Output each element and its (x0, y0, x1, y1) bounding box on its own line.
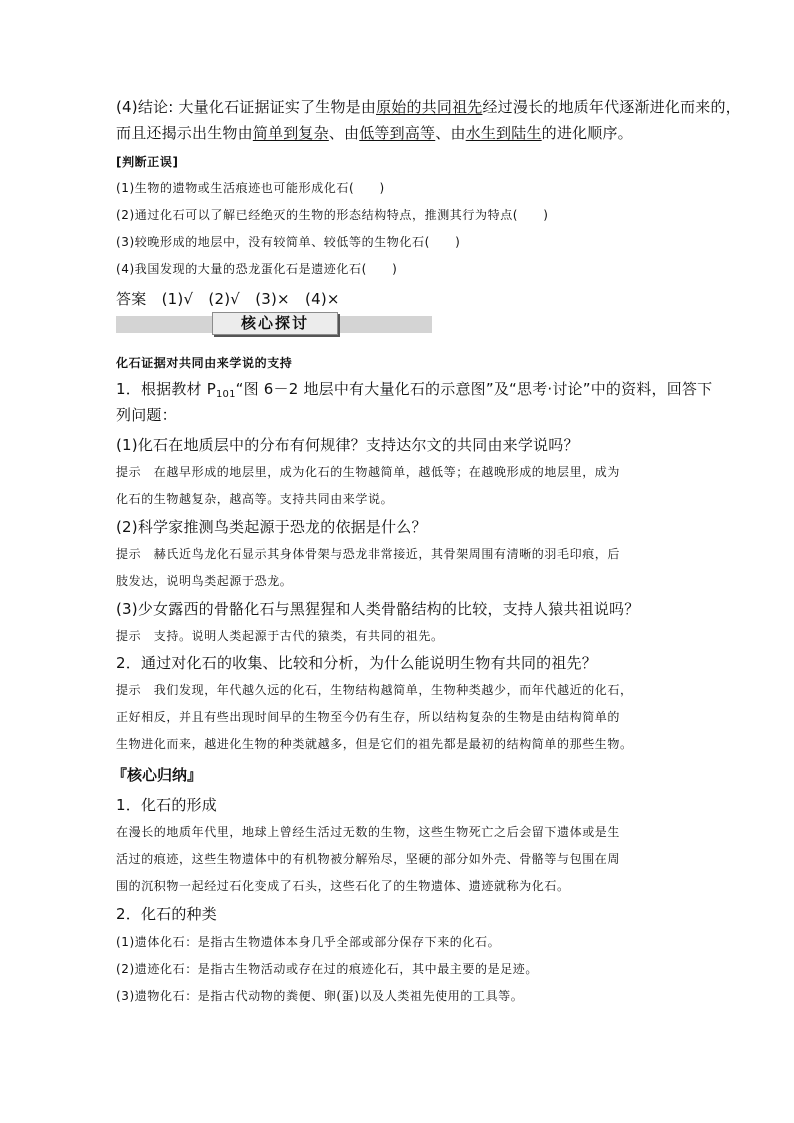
page-number-subscript: 101 (215, 389, 236, 400)
hint-4-line-3: 生物进化而来，越进化生物的种类就越多，但是它们的祖先都是最初的结构简单的那些生物。 (116, 737, 633, 751)
question-2: 2．通过对化石的收集、比较和分析，为什么能说明生物有共同的祖先？ (116, 654, 597, 672)
fossil-type-item: (3)遗物化石：是指古代动物的粪便、卵(蛋)以及人类祖先使用的工具等。 (116, 989, 524, 1003)
text-span: 1．根据教材 P (116, 380, 216, 398)
summary-text-line: 活过的痕迹，这些生物遗体中的有机物被分解殆尽，坚硬的部分如外壳、骨骼等与包围在周 (116, 852, 621, 866)
question-1-line-1 (116, 378, 712, 400)
fossil-type-item: (1)遗体化石：是指古生物遗体本身几乎全部或部分保存下来的化石。 (116, 935, 501, 949)
summary-subtitle-1: 1．化石的形成 (116, 796, 217, 814)
section-banner (116, 316, 432, 333)
judge-item: (1)生物的遗物或生活痕迹也可能形成化石( ) (116, 181, 385, 195)
text-span: (4)结论: 大量化石证据证实了生物是由 (116, 98, 377, 116)
hint-1-line-2: 化石的生物越复杂，越高等。支持共同由来学说。 (116, 492, 394, 506)
conclusion-line-2 (116, 122, 633, 143)
hint-2-line-2: 肢发达，说明鸟类起源于恐龙。 (116, 574, 293, 588)
judge-item: (2)通过化石可以了解已经绝灭的生物的形态结构特点，推测其行为特点( ) (116, 208, 549, 222)
hint-4-line-1: 提示 我们发现，年代越久远的化石，生物结构越简单，生物种类越少，而年代越近的化石， (116, 683, 633, 697)
hint-2-line-1: 提示 赫氏近鸟龙化石显示其身体骨架与恐龙非常接近，其骨架周围有清晰的羽毛印痕，后 (116, 547, 621, 561)
underlined-term: 低等到高等 (359, 124, 436, 142)
underlined-term: 水生到陆生 (465, 124, 542, 142)
hint-3: 提示 支持。说明人类起源于古代的猿类，有共同的祖先。 (116, 629, 444, 643)
text-span: 经过漫长的地质年代逐渐进化而来的， (482, 98, 741, 116)
question-1-line-2: 列问题： (116, 406, 177, 424)
summary-text-line: 围的沉积物一起经过石化变成了石头，这些石化了的生物遗体、遗迹就称为化石。 (116, 879, 570, 893)
sub-question-3: (3)少女露西的骨骼化石与黑猩猩和人类骨骼结构的比较，支持人猿共祖说吗？ (116, 600, 640, 618)
section-banner-title: 核心探讨 (212, 312, 338, 335)
text-span: “图 6－2 地层中有大量化石的示意图”及“思考·讨论”中的资料，回答下 (235, 380, 713, 398)
text-span: 、由 (435, 124, 466, 142)
text-span: 的进化顺序。 (541, 124, 633, 142)
text-span: 、由 (328, 124, 360, 142)
judge-item: (4)我国发现的大量的恐龙蛋化石是遗迹化石( ) (116, 262, 398, 276)
hint-1-line-1: 提示 在越早形成的地层里，成为化石的生物越简单，越低等；在越晚形成的地层里，成为 (116, 465, 621, 479)
conclusion-line-1 (116, 96, 741, 117)
summary-title: 『核心归纳』 (112, 766, 203, 784)
underlined-term: 原始的共同祖先 (376, 98, 483, 116)
hint-4-line-2: 正好相反，并且有些出现时间早的生物至今仍有生存，所以结构复杂的生物是由结构简单的 (116, 710, 621, 724)
section-heading: 化石证据对共同由来学说的支持 (116, 356, 293, 370)
judge-item: (3)较晚形成的地层中，没有较简单、较低等的生物化石( ) (116, 235, 461, 249)
text-span: 而且还揭示出生物由 (116, 124, 253, 142)
fossil-type-item: (2)遗迹化石：是指古生物活动或存在过的痕迹化石，其中最主要的是足迹。 (116, 962, 539, 976)
underlined-term: 简单到复杂 (252, 124, 329, 142)
summary-text-line: 在漫长的地质年代里，地球上曾经生活过无数的生物，这些生物死亡之后会留下遗体或是生 (116, 825, 621, 839)
sub-question-1: (1)化石在地质层中的分布有何规律？支持达尔文的共同由来学说吗？ (116, 436, 579, 454)
judge-answer: 答案 (1)√ (2)√ (3)× (4)× (116, 290, 340, 308)
judge-title: [判断正误] (116, 155, 179, 169)
summary-subtitle-2: 2．化石的种类 (116, 905, 217, 923)
sub-question-2: (2)科学家推测鸟类起源于恐龙的依据是什么？ (116, 518, 427, 536)
